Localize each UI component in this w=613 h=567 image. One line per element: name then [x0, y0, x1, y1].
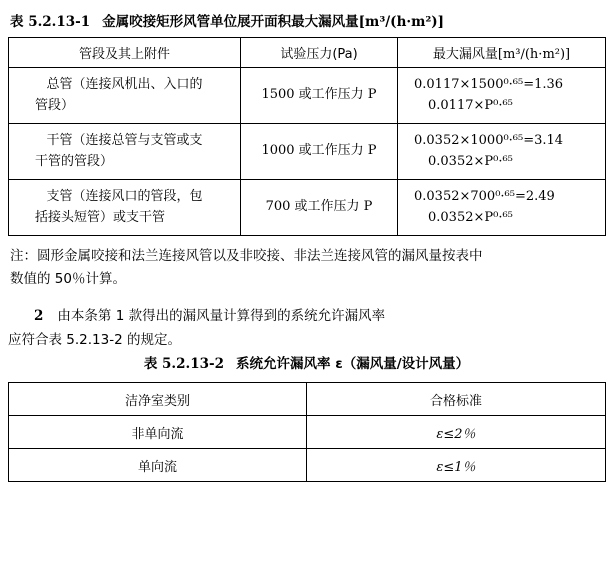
cell-leakage — [398, 124, 606, 180]
table1-caption-title: 金属咬接矩形风管单位展开面积最大漏风量 — [102, 14, 359, 30]
leakage-table — [8, 37, 606, 236]
header-pressure: 试验压力(Pa) — [241, 38, 398, 68]
leak-formula-1: 0.0352×1000⁰·⁶⁵=3.14 — [414, 133, 564, 149]
segment-line1: 干管（连接总管与支管或支 — [46, 133, 203, 149]
leak-formula-2: 0.0352×P⁰·⁶⁵ — [428, 209, 513, 225]
table1-caption-number: 表 5.2.13-1 — [10, 14, 91, 30]
table-header-row — [9, 383, 606, 416]
header-max-leakage: 最大漏风量[m³/(h·m²)] — [398, 38, 606, 68]
leak-formula-2: 0.0117×P⁰·⁶⁵ — [428, 97, 513, 113]
table1-note — [10, 245, 605, 291]
cell-pressure: 1500 或工作压力 P — [241, 68, 398, 124]
cell-cleanroom-type: 单向流 — [9, 449, 307, 482]
cell-segment — [9, 124, 241, 180]
cell-pressure: 1000 或工作压力 P — [241, 124, 398, 180]
clause-paragraph — [8, 305, 605, 352]
header-segment: 管段及其上附件 — [9, 38, 241, 68]
table-row — [9, 180, 606, 236]
leak-formula-2: 0.0352×P⁰·⁶⁵ — [428, 153, 513, 169]
table-row — [9, 68, 606, 124]
note-line2: 数值的 50％计算。 — [10, 270, 126, 287]
table-row — [9, 416, 606, 449]
cell-cleanroom-type: 非单向流 — [9, 416, 307, 449]
clause-line1: 由本条第 1 款得出的漏风量计算得到的系统允许漏风率 — [57, 307, 386, 324]
cell-segment — [9, 68, 241, 124]
segment-line2: 括接头短管）或支干管 — [35, 209, 166, 225]
clause-number: 2 — [34, 307, 44, 324]
table1-caption-unit: [m³/(h·m²)] — [358, 14, 445, 30]
cell-segment — [9, 180, 241, 236]
leak-formula-1: 0.0352×700⁰·⁶⁵=2.49 — [414, 189, 555, 205]
table1-caption — [10, 10, 605, 30]
table2-caption-title: 系统允许漏风率 ε（漏风量/设计风量） — [236, 356, 470, 373]
leak-rate-table — [8, 382, 606, 482]
segment-line1: 总管（连接风机出、入口的 — [46, 77, 203, 93]
clause-line2: 应符合表 5.2.13-2 的规定。 — [8, 331, 181, 348]
segment-line1: 支管（连接风口的管段，包 — [46, 189, 203, 205]
cell-pressure: 700 或工作压力 P — [241, 180, 398, 236]
cell-criteria: ε≤2％ — [307, 416, 606, 449]
leak-formula-1: 0.0117×1500⁰·⁶⁵=1.36 — [414, 77, 564, 93]
header-criteria: 合格标准 — [307, 383, 606, 416]
document-page — [0, 10, 613, 567]
table-row — [9, 449, 606, 482]
table2-caption-number: 表 5.2.13-2 — [143, 356, 224, 373]
segment-line2: 管段） — [35, 97, 75, 113]
cell-leakage — [398, 180, 606, 236]
segment-line2: 干管的管段） — [35, 153, 114, 169]
cell-leakage — [398, 68, 606, 124]
cell-criteria: ε≤1％ — [307, 449, 606, 482]
note-line1: 注：圆形金属咬接和法兰连接风管以及非咬接、非法兰连接风管的漏风量按表中 — [10, 248, 483, 264]
table-row — [9, 124, 606, 180]
table2-caption — [8, 352, 605, 372]
header-cleanroom-type: 洁净室类别 — [9, 383, 307, 416]
table-header-row — [9, 38, 606, 68]
